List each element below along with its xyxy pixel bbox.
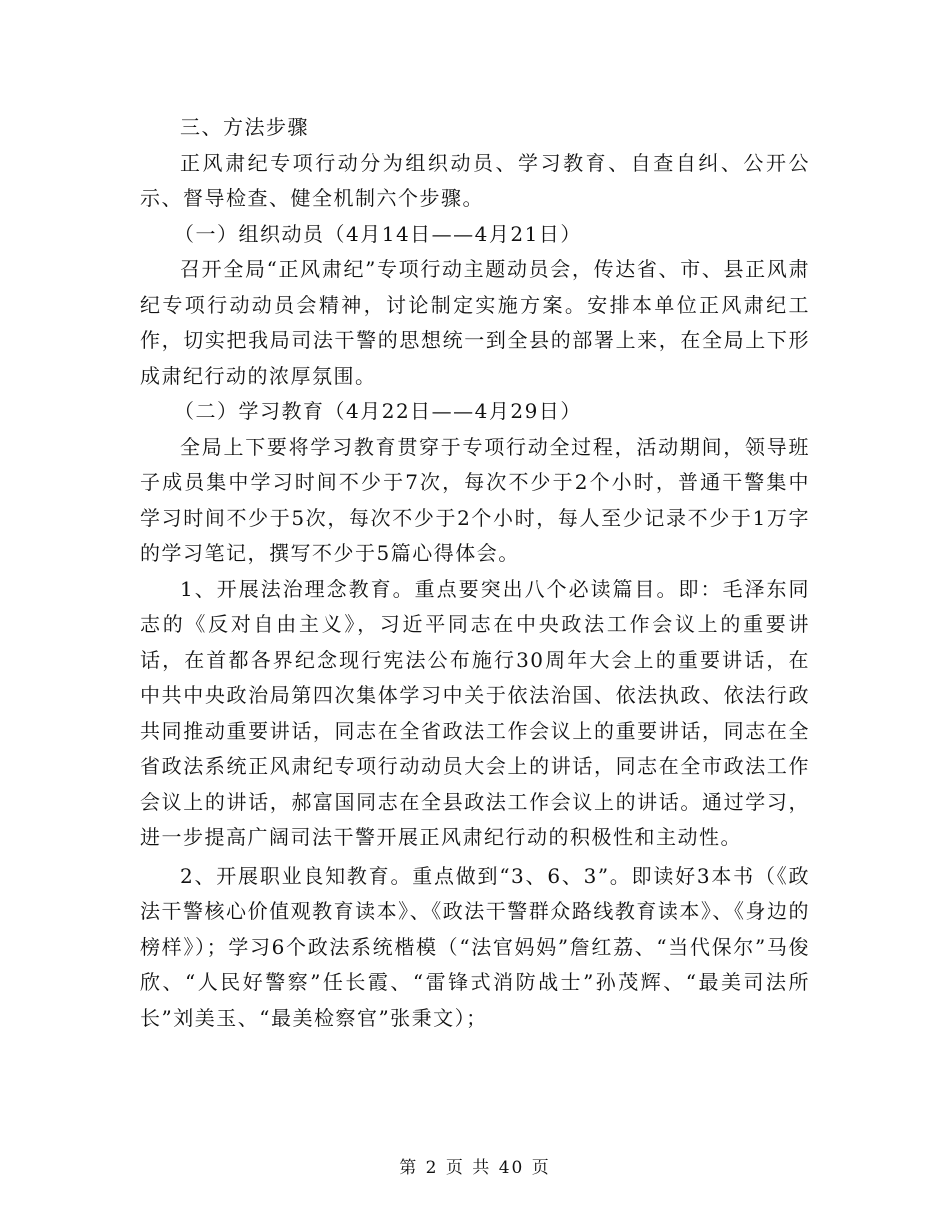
- paragraph-professional-conscience: 2、开展职业良知教育。重点做到“3、6、3”。即读好3本书（《政法干警核心价值观教育读本》、《政法干警群众路线教育读本》、《身边的榜样》）；学习6个政法系统楷模（“法官妈妈”詹红荔、“当代保尔”马俊欣、“人民好警察”任长霞、“雷锋式消防战士”孙茂辉、“最美司法所长”刘美玉、“最美检察官”张秉文）；: [140, 863, 810, 1030]
- paragraph-rule-of-law: 1、开展法治理念教育。重点要突出八个必读篇目。即：毛泽东同志的《反对自由主义》，习近平同志在中央政法工作会议上的重要讲话，在首都各界纪念现行宪法公布施行30周年大会上的重要讲话，在中共中央政治局第四次集体学习中关于依法治国、依法执政、依法行政共同推动重要讲话，同志在全省政法工作会议上的重要讲话，同志在全省政法系统正风肃纪专项行动动员大会上的讲话，同志在全市政法工作会议上的讲话，郝富国同志在全县政法工作会议上的讲话。通过学习，进一步提高广阔司法干警开展正风肃纪行动的积极性和主动性。: [140, 576, 810, 849]
- page-number-footer: 第 2 页 共 40 页: [399, 1158, 551, 1178]
- paragraph-overview: 正风肃纪专项行动分为组织动员、学习教育、自查自纠、公开公示、督导检查、健全机制六个步骤。: [140, 150, 810, 210]
- sub-heading-mobilization: （一）组织动员（4月14日——4月21日）: [174, 221, 582, 246]
- section-title: 三、方法步骤: [180, 115, 309, 139]
- document-body: [140, 110, 810, 1036]
- paragraph-mobilization: 召开全局“正风肃纪”专项行动主题动员会，传达省、市、县正风肃纪专项行动动员会精神，讨论制定实施方案。安排本单位正风肃纪工作，切实把我局司法干警的思想统一到全县的部署上来，在全局上下形成肃纪行动的浓厚氛围。: [140, 257, 810, 388]
- sub-heading-education: （二）学习教育（4月22日——4月29日）: [174, 399, 582, 423]
- paragraph-education: 全局上下要将学习教育贯穿于专项行动全过程，活动期间，领导班子成员集中学习时间不少于7次，每次不少于2个小时，普通干警集中学习时间不少于5次，每次不少于2个小时，每人至少记录不少于1万字的学习笔记，撰写不少于5篇心得体会。: [140, 434, 810, 565]
